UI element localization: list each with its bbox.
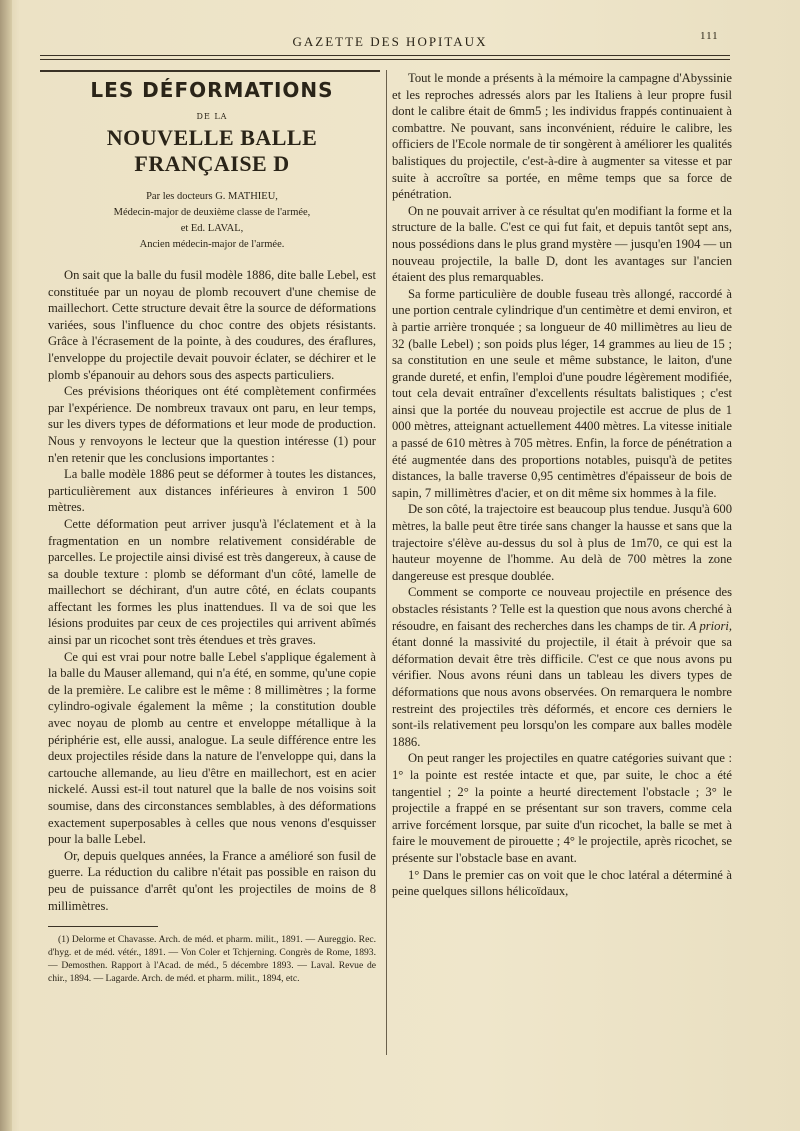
paragraph: Or, depuis quelques années, la France a amélioré son fusil de guerre. La réduction du calibre n'était pas possible en raison du peu de puissance d'arrêt qu'ont les projectiles de moins de 8 millimètres. bbox=[48, 848, 376, 913]
paragraph: On sait que la balle du fusil modèle 1886, dite balle Lebel, est constituée par un noyau de plomb recouvert d'une chemise de maillechort. Cette structure devait être la source de déformations variées, sous l'influence du choc contre des objets résistants. Grâce à l'écrasement de la pointe, à des coudures, des éraflures, l'enveloppe du projectile devait pouvoir éclater, se déchirer et le plomb s'épanouir au dehors sous des aspects particuliers. bbox=[48, 268, 376, 382]
column-divider bbox=[386, 70, 387, 1055]
right-column bbox=[392, 70, 732, 900]
byline-coauthor-rank: Ancien médecin-major de l'armée. bbox=[139, 239, 285, 250]
page-number: 111 bbox=[700, 30, 719, 42]
paragraph: Sa forme particulière de double fuseau très allongé, raccordé à une portion centrale cylindrique d'un centimètre et demi environ, et à partie arrière tronquée ; sa longueur de 40 millimètres au lieu de 32 (balle Lebel) ; son poids plus léger, 14 grammes au lieu de 15 ; sa constitution en une seule et même substance, le laiton, d'une grande dureté, et enfin, l'emploi d'une poudre légèrement modifiée, tout cela devait entraîner d'excellents résultats balistiques ; c'est ainsi que la portée du nouveau projectile est accrue de plus de 1 000 mètres, atteignant actuellement 4400 mètres. La vitesse initiale a passé de 610 mètres à 705 mètres. Enfin, la force de pénétration a été augmentée dans des proportions notables, puisqu'à de petites distances, la balle traverse 0,95 centimètres d'épaisseur de bois de sapin, 7 millimètres d'acier, et on dit même six hommes à la file. bbox=[392, 286, 732, 500]
paragraph: 1° Dans le premier cas on voit que le choc latéral a déterminé à peine quelques sillons hélicoïdaux, bbox=[392, 867, 732, 899]
article-title-connector: DE LA bbox=[196, 112, 228, 121]
header-rule bbox=[40, 55, 730, 56]
footnote-rule bbox=[48, 926, 158, 927]
running-head: GAZETTE DES HOPITAUX bbox=[292, 34, 488, 49]
title-rule bbox=[40, 70, 380, 72]
paragraph: On ne pouvait arriver à ce résultat qu'en modifiant la forme et la structure de la balle. C'est ce qui fut fait, et depuis tantôt sept ans, nous possédions dans le plus grand mystère — jusqu'en 1904 — un nouveau projectile, la balle D, dont les avantages sur l'ancien étaient des plus remarquables. bbox=[392, 203, 732, 285]
header-rule bbox=[40, 59, 730, 60]
byline-rank: Médecin-major de deuxième classe de l'armée, bbox=[113, 207, 311, 218]
italic-phrase: A priori, bbox=[688, 618, 732, 633]
paragraph bbox=[392, 584, 732, 750]
paragraph: La balle modèle 1886 peut se déformer à toutes les distances, particulièrement aux distances inférieures à environ 1 500 mètres. bbox=[48, 467, 376, 515]
binding-edge bbox=[0, 0, 12, 1131]
article-body-right bbox=[392, 70, 732, 900]
article-title: LES DÉFORMATIONS bbox=[90, 78, 334, 102]
footnote: (1) Delorme et Chavasse. Arch. de méd. et pharm. milit., 1891. — Aureggio. Rec. d'hyg. et de méd. vétér., 1891. — Von Coler et Tchjerning. Congrès de Rome, 1893. — Demosthen. Rapport à l'Acad. de méd., 5 décembre 1893. — Laval. Revue de chir., 1894. — Lagarde. Arch. de méd. et pharm. milit., 1894, etc. bbox=[48, 934, 376, 985]
byline-authors: Par les docteurs G. MATHIEU, bbox=[146, 191, 278, 202]
left-column bbox=[48, 78, 376, 985]
paragraph: Ces prévisions théoriques ont été complètement confirmées par l'expérience. De nombreux travaux ont paru, en leur temps, sur les divers types de déformations et leur mode de production. Nous y renvoyons le lecteur que la question intéresse (1) pour n'en retenir que les conclusions importantes : bbox=[48, 384, 376, 465]
paragraph-text: étant donné la massivité du projectile, il était à prévoir que sa déformation devait être très difficile. C'est ce que nous avons pu vérifier. Nous avons réuni dans un tableau les divers types de déformations que nous avons observées. On remarquera le nombre restreint des projectiles très déformés, et encore ces derniers le sont-ils relativement peu lorsqu'on les compare aux balles modèle 1886. bbox=[392, 635, 732, 749]
paragraph: De son côté, la trajectoire est beaucoup plus tendue. Jusqu'à 600 mètres, la balle peut être tirée sans changer la hausse et sans que la trajectoire s'élève au-dessus du sol à plus de 1m70, ce qui est la hauteur moyenne de l'homme. Au delà de 700 mètres la zone dangereuse est presque doublée. bbox=[392, 502, 732, 583]
paragraph: Ce qui est vrai pour notre balle Lebel s'applique également à la balle du Mauser allemand, qui n'a été, en somme, qu'une copie de la première. Le calibre est le même : 8 millimètres ; la forme cylindro-ogivale également la même ; la constitution double avec noyau de plomb au centre et enveloppe métallique à la périphérie est, elle aussi, analogue. La seule différence entre les deux projectiles réside dans la nature de l'enveloppe qui, dans la cartouche allemande, au lieu d'être en maillechort, est en acier nickelé. Aussi est-il tout naturel que la balle de nos voisins soit soumise, dans des circonstances semblables, à des déformations exactement superposables à celles que nous venons d'esquisser pour la balle Lebel. bbox=[48, 649, 376, 847]
paragraph-text: Comment se comporte ce nouveau projectile en présence des obstacles résistants ? Telle est la question que nous avons cherché à résoudre, en faisant des recherches dans les champs de tir. bbox=[392, 585, 732, 633]
article-body-left bbox=[48, 267, 376, 914]
paragraph: On peut ranger les projectiles en quatre catégories suivant que : 1° la pointe est restée intacte et que, par suite, le choc a été tangentiel ; 2° la pointe a heurté directement l'obstacle ; 3° le projectile a frappé en se présentant sur son travers, comme cela arrive forcément lorsque, par suite d'un ricochet, la balle se met à faire le mouvement de pirouette ; 4° le projectile, après ricochet, se présente sur l'obstacle base en avant. bbox=[392, 751, 732, 865]
byline-coauthor: et Ed. LAVAL, bbox=[180, 223, 244, 234]
paragraph: Tout le monde a présents à la mémoire la campagne d'Abyssinie et les reproches adressés alors par les Italiens à leur propre fusil dont le calibre était de 6mm5 ; les individus frappés continuaient à combattre. Ne pouvant, sans inconvénient, réduire le calibre, les officiers de l'Ecole normale de tir songèrent à améliorer les qualités balistiques du projectile, c'est-à-dire à augmenter sa vitesse et par suite à accroître sa portée, en même temps que sa force de pénétration. bbox=[392, 71, 732, 202]
article-subtitle: NOUVELLE BALLE FRANÇAISE D bbox=[106, 125, 318, 176]
paragraph: Cette déformation peut arriver jusqu'à l'éclatement et à la fragmentation en un nombre relativement considérable de parcelles. Le projectile ainsi divisé est très dangereux, à cause de sa double texture : plomb se déformant d'un côté, lamelle de maillechort se déchirant, d'un autre côté, en éclats coupants affectant les formes les plus inattendues. Il va de soi que les lésions produites par ceux de ces projectiles qui arrivent abîmés ainsi par un ricochet sont très étendues et très graves. bbox=[48, 516, 376, 648]
